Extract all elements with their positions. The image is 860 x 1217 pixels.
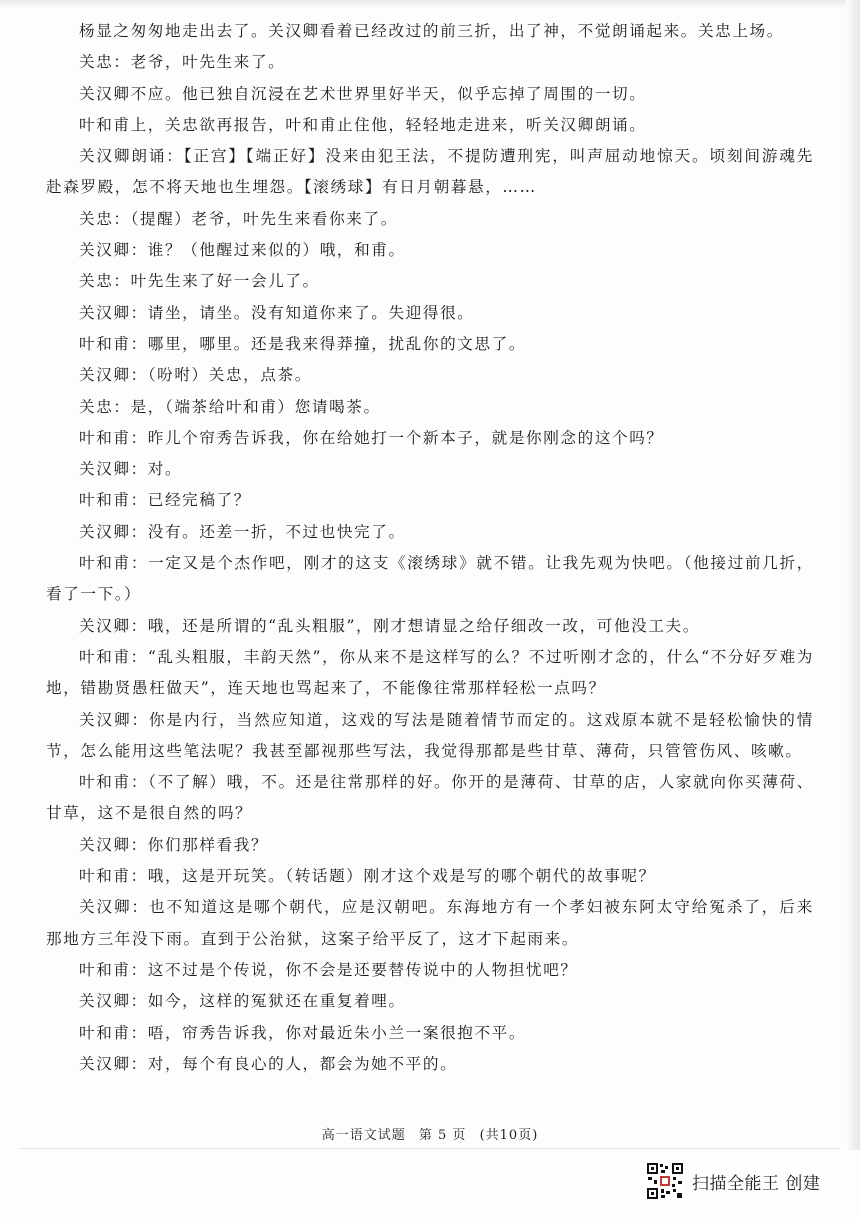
scan-edge-top [0,0,860,8]
footer-page-number: 第 5 页 [418,1128,467,1143]
paragraph: 关汉卿朗诵：【正宫】【端正好】没来由犯王法，不提防遭刑宪，叫声屈动地惊天。顷刻间游魂先赴森罗殿，怎不将天地也生埋怨。【滚绣球】有日月朝暮悬，…… [46,147,814,197]
scan-edge-right [846,0,860,1150]
paragraph: 叶和甫：已经完稿了？ [79,491,251,510]
scanner-watermark [646,1162,820,1200]
footer-total-pages: (共10页) [479,1128,539,1143]
document-body [46,16,814,1080]
paragraph: 关汉卿：也不知道这是哪个朝代，应是汉朝吧。东海地方有一个孝妇被东阿太守给冤杀了，后来那地方三年没下雨。直到于公治狱，这案子给平反了，这才下起雨来。 [46,898,814,948]
paragraph: 关忠：老爷，叶先生来了。 [79,53,286,72]
paragraph: 关汉卿：对。 [79,460,183,479]
paragraph: 关汉卿：哦，还是所谓的“乱头粗服”，刚才想请显之给仔细改一改，可他没工夫。 [79,616,700,635]
paragraph: 叶和甫：唔，帘秀告诉我，你对最近朱小兰一案很抱不平。 [79,1023,527,1042]
paragraph: 关汉卿：请坐，请坐。没有知道你来了。失迎得很。 [79,303,475,322]
qr-code-icon [646,1162,684,1200]
paragraph: 杨显之匆匆地走出去了。关汉卿看着已经改过的前三折，出了神，不觉朗诵起来。关忠上场。 [79,22,784,40]
paragraph: 叶和甫：昨儿个帘秀告诉我，你在给她打一个新本子，就是你刚念的这个吗？ [79,428,664,447]
paragraph: 关汉卿：如今，这样的冤狱还在重复着哩。 [79,992,406,1011]
paragraph: 叶和甫：哦，这是开玩笑。（转话题）刚才这个戏是写的哪个朝代的故事呢？ [79,867,656,886]
paragraph: 关汉卿：（吩咐）关忠，点茶。 [79,366,312,385]
paragraph: 关汉卿：你们那样看我？ [79,835,269,854]
paragraph: 叶和甫：一定又是个杰作吧，刚才的这支《滚绣球》就不错。让我先观为快吧。（他接过前几折，看了一下。） [46,554,814,604]
paragraph: 关汉卿：对，每个有良心的人，都会为她不平的。 [79,1054,458,1073]
page-footer [0,1124,860,1143]
paragraph: 关忠：叶先生来了好一会儿了。 [79,272,320,291]
paragraph: 关汉卿：你是内行，当然应知道，这戏的写法是随着情节而定的。这戏原本就不是轻松愉快的情节，怎么能用这些笔法呢？我甚至鄙视那些写法，我觉得那都是些甘草、薄荷，只管管伤风、咳嗽。 [46,710,814,760]
paragraph: 叶和甫上，关忠欲再报告，叶和甫止住他，轻轻地走进来，听关汉卿朗诵。 [79,115,647,134]
paragraph: 关忠：是，（端茶给叶和甫）您请喝茶。 [79,397,381,416]
paragraph: 叶和甫：哪里，哪里。还是我来得莽撞，扰乱你的文思了。 [79,334,527,353]
paragraph: 关忠：（提醒）老爷，叶先生来看你来了。 [79,209,398,228]
scanner-label: 扫描全能王 创建 [692,1173,821,1194]
paragraph: 关汉卿：谁？（他醒过来似的）哦，和甫。 [79,241,406,260]
footer-divider [20,1148,840,1149]
footer-subject: 高一语文试题 [321,1128,406,1143]
paragraph: 关汉卿：没有。还差一折，不过也快完了。 [79,522,406,541]
paragraph: 叶和甫：（不了解）哦，不。还是往常那样的好。你开的是薄荷、甘草的店，人家就向你买薄荷、甘草，这不是很自然的吗？ [46,773,814,823]
paragraph: 叶和甫：“乱头粗服，丰韵天然”，你从来不是这样写的么？不过听刚才念的，什么“不分好歹难为地，错勘贤愚枉做天”，连天地也骂起来了，不能像往常那样轻松一点吗？ [46,647,814,698]
paragraph: 叶和甫：这不过是个传说，你不会是还要替传说中的人物担忧吧？ [79,960,578,979]
paragraph: 关汉卿不应。他已独自沉浸在艺术世界里好半天，似乎忘掉了周围的一切。 [79,84,647,103]
